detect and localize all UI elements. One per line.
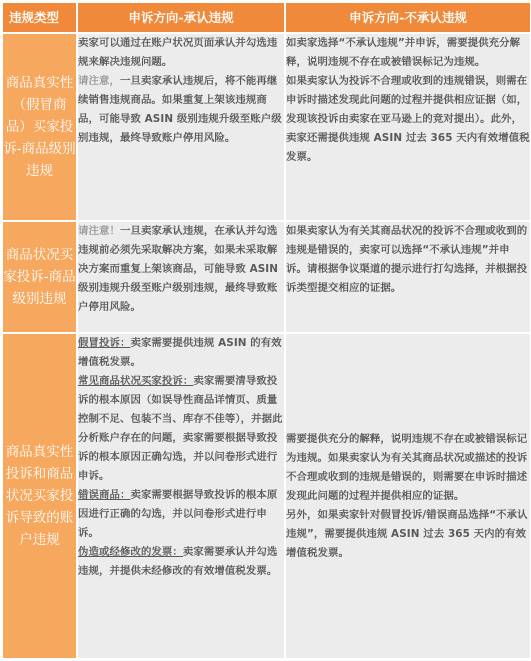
- item-label: 伪造或经修改的发票：: [78, 546, 183, 558]
- table-row: [3, 334, 530, 658]
- admit-cell: [78, 222, 284, 332]
- deny-paragraph: 需要提供充分的解释，说明违规不存在或被错误标记为违规。如果卖家认为有关其商品状况或描述的投诉不合理或收到的违规是错误的，则需要在申诉时描述发现此问题的过程并提供相应的证据。: [286, 432, 528, 502]
- item-label: 假冒投诉：: [78, 337, 131, 349]
- table-header-row: [3, 3, 530, 32]
- table-row: [3, 34, 530, 220]
- admit-paragraph: 伪造或经修改的发票：卖家需要承认并勾选违规，并提供未经修改的有效增值税发票。: [78, 546, 278, 577]
- deny-paragraph: 另外，如果卖家针对假冒投诉/错误商品选择“不承认违规”，需要提供违规 ASIN 过去 365 天内的有效增值税发票。: [286, 508, 528, 559]
- admit-paragraph: 请注意，一旦卖家承认违规后，将不能再继续销售违规商品。如果重复上架该违规商品，可能导致 ASIN 级别违规升级至账户级别违规，最终导致账户停用风险。: [78, 75, 282, 144]
- deny-paragraph: 如卖家选择“不承认违规”并申诉，需要提供充分解释，说明违规不存在或被错误标记为违规。: [286, 37, 521, 68]
- note-label: 请注意！: [78, 225, 120, 237]
- item-label: 常见商品状况买家投诉：: [78, 375, 194, 387]
- table-row: [3, 222, 530, 332]
- violation-type-cell: 商品真实性投诉和商品状况买家投诉导致的账户违规: [3, 334, 76, 658]
- deny-cell: [286, 334, 530, 658]
- header-deny-violation: 申诉方向-不承认违规: [286, 3, 530, 32]
- admit-paragraph: 卖家可以通过在账户状况页面承认并勾选违规来解决违规问题。: [78, 37, 278, 68]
- appeal-direction-table: [1, 1, 531, 660]
- deny-paragraph: 如果卖家认为投诉不合理或收到的违规错误，则需在申诉时描述发现此问题的过程并提供相应证据（如，发现该投诉由卖家在亚马逊上的竞对提出）。此外，卖家还需提供违规 ASIN 过去 365 天内有效增值税发票。: [286, 75, 530, 163]
- header-violation-type: 违规类型: [3, 3, 76, 32]
- violation-type-cell: 商品真实性（假冒商品）买家投诉-商品级别违规: [3, 34, 76, 220]
- admit-paragraph: 请注意！一旦卖家承认违规，在承认并勾选违规前必须先采取解决方案，如果未采取解决方案而重复上架该商品，可能导致 ASIN 级别违规升级至账户级别违规，最终导致账户停用风险。: [78, 225, 279, 313]
- item-label: 错误商品：: [78, 489, 131, 501]
- deny-paragraph: 如果卖家认为有关其商品状况的投诉不合理或收到的违规是错误的，卖家可以选择“不承认违规”并申诉。请根据争议渠道的提示进行打勾选择，并根据投诉类型提交相应的证据。: [286, 225, 528, 294]
- header-admit-violation: 申诉方向-承认违规: [78, 3, 284, 32]
- note-label: 请注意，: [78, 75, 120, 87]
- violation-type-cell: 商品状况买家投诉-商品级别违规: [3, 222, 76, 332]
- admit-cell: [78, 334, 284, 658]
- admit-cell: [78, 34, 284, 220]
- deny-cell: [286, 222, 530, 332]
- admit-paragraph: 常见商品状况买家投诉：卖家需要清导致投诉的根本原因（如误导性商品详情页、质量控制不足、包装不当、库存不佳等），并据此分析账户存在的问题，卖家需要根据导致投诉的根本原因正确勾选，并以问卷形式进行申诉。: [78, 375, 283, 482]
- deny-cell: [286, 34, 530, 220]
- admit-paragraph: 假冒投诉：卖家需要提供违规 ASIN 的有效增值税发票。: [78, 337, 282, 368]
- admit-paragraph: 错误商品：卖家需要根据导致投诉的根本原因进行正确的勾选，并以问卷形式进行申诉。: [78, 489, 278, 539]
